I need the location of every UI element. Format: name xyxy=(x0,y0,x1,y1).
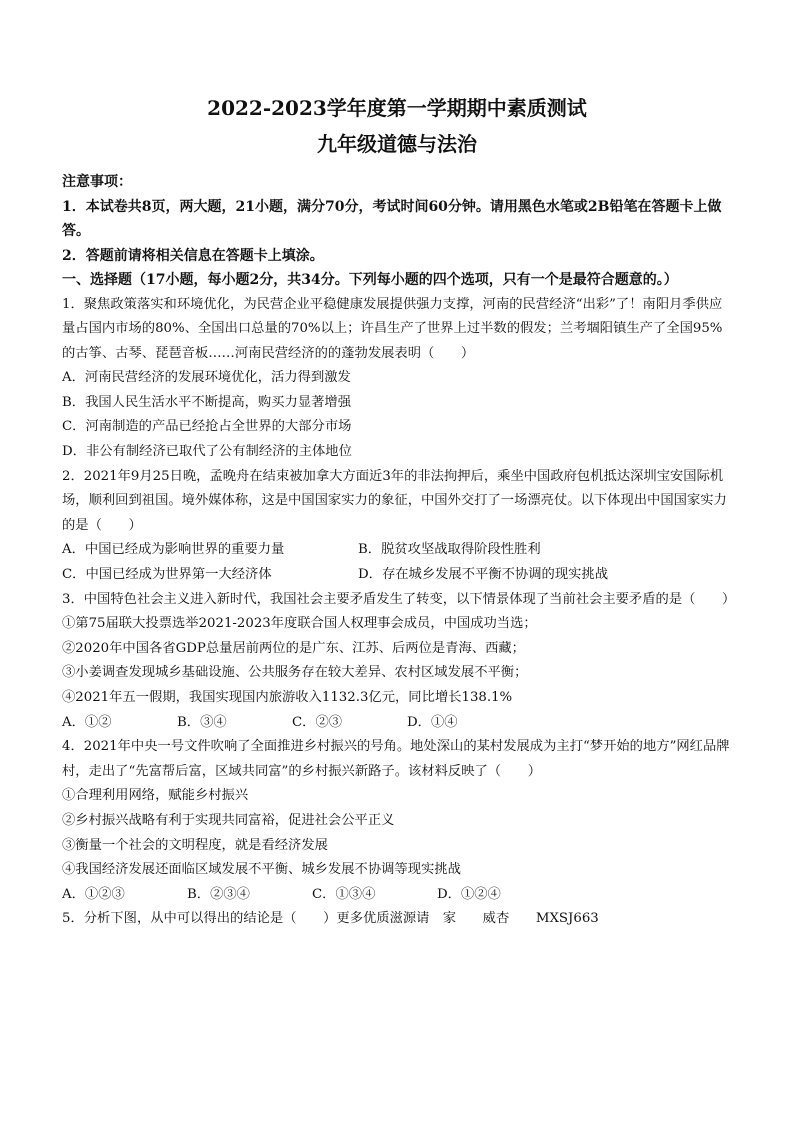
notice-item: 2．答题前请将相关信息在答题卡上填涂。 xyxy=(62,247,324,264)
options-row xyxy=(62,883,732,908)
notice-item: 1．本试卷共8页，两大题，21小题，满分70分，考试时间60分钟。请用黑色水笔或2B铅笔在答题卡上做答。 xyxy=(62,198,722,239)
question-3 xyxy=(62,588,736,736)
option-c: C．②③ xyxy=(292,714,343,730)
option-c: C．中国已经成为世界第一大经济体 xyxy=(62,567,272,583)
exam-title: 2022-2023学年度第一学期期中素质测试 xyxy=(207,96,587,120)
option-a: A．①②③ xyxy=(62,886,125,902)
notice-heading: 注意事项： xyxy=(62,174,132,190)
option-b: B．②③④ xyxy=(187,886,250,902)
question-stem: 1．聚焦政策落实和环境优化，为民营企业平稳健康发展提供强力支撑，河南的民营经济“出彩”了！南阳月季供应量占国内市场的80%、全国出口总量的70%以上；许昌生产了世界上过半数的假发；兰考堌阳镇生产了全国95%的古筝、古琴、琵琶音板……河南民营经济的的蓬勃发展表明（ ） xyxy=(62,296,723,361)
statement-2: ②乡村振兴战略有利于实现共同富裕，促进社会公平正义 xyxy=(62,812,395,828)
options-row xyxy=(62,711,732,736)
exam-subtitle: 九年级道德与法治 xyxy=(317,132,477,156)
option-d: D．①④ xyxy=(407,714,458,730)
question-4 xyxy=(62,735,732,907)
option-a: A．河南民营经济的发展环境优化，活力得到激发 xyxy=(62,370,351,386)
option-b: B．脱贫攻坚战取得阶段性胜利 xyxy=(358,542,541,558)
option-c: C．河南制造的产品已经抢占全世界的大部分市场 xyxy=(62,419,352,435)
option-b: B．③④ xyxy=(177,714,227,730)
option-d: D．存在城乡发展不平衡不协调的现实挑战 xyxy=(358,567,609,583)
statement-3: ③衡量一个社会的文明程度，就是看经济发展 xyxy=(62,837,328,853)
options-row xyxy=(62,538,732,563)
question-stem: 3．中国特色社会主义进入新时代，我国社会主要矛盾发生了转变，以下情景体现了当前社会主要矛盾的是（ ） xyxy=(62,591,736,607)
option-d: D．①②④ xyxy=(437,886,501,902)
section-heading: 一、选择题（17小题，每小题2分，共34分。下列每小题的四个选项，只有一个是最符合题意的。） xyxy=(62,272,678,288)
question-stem: 4．2021年中央一号文件吹响了全面推进乡村振兴的号角。地处深山的某村发展成为主打“梦开始的地方”网红品牌村，走出了“先富帮后富，区域共同富”的乡村振兴新路子。该材料反映了（ ） xyxy=(62,739,730,779)
question-1 xyxy=(62,293,732,465)
option-a: A．中国已经成为影响世界的重要力量 xyxy=(62,542,285,558)
statement-4: ④2021年五一假期，我国实现国内旅游收入1132.3亿元，同比增长138.1% xyxy=(62,690,513,705)
options-row xyxy=(62,563,732,588)
question-stem: 5．分析下图，从中可以得出的结论是（ ）更多优质滋源请 家 威杏 MXSJ663 xyxy=(62,911,599,927)
question-2 xyxy=(62,465,732,588)
statement-1: ①第75届联大投票选举2021-2023年度联合国人权理事会成员，中国成功当选； xyxy=(62,616,537,632)
option-d: D．非公有制经济已取代了公有制经济的主体地位 xyxy=(62,444,352,460)
option-a: A．①② xyxy=(62,714,112,730)
option-c: C．①③④ xyxy=(312,886,376,902)
statement-1: ①合理利用网络，赋能乡村振兴 xyxy=(62,788,249,804)
statement-4: ④我国经济发展还面临区域发展不平衡、城乡发展不协调等现实挑战 xyxy=(62,862,461,878)
option-b: B．我国人民生活水平不断提高，购买力显著增强 xyxy=(62,394,352,410)
statement-2: ②2020年中国各省GDP总量居前两位的是广东、江苏、后两位是青海、西藏； xyxy=(62,640,525,656)
question-5 xyxy=(62,907,732,932)
statement-3: ③小姜调查发现城乡基础设施、公共服务存在较大差异、农村区域发展不平衡； xyxy=(62,665,528,681)
question-stem: 2．2021年9月25日晚，孟晚舟在结束被加拿大方面近3年的非法拘押后，乘坐中国政府包机抵达深圳宝安国际机场，顺利回到祖国。境外媒体称，这是中国国家实力的象征，中国外交打了一场漂亮仗。以下体现出中国国家实力的是（ ） xyxy=(62,468,727,533)
